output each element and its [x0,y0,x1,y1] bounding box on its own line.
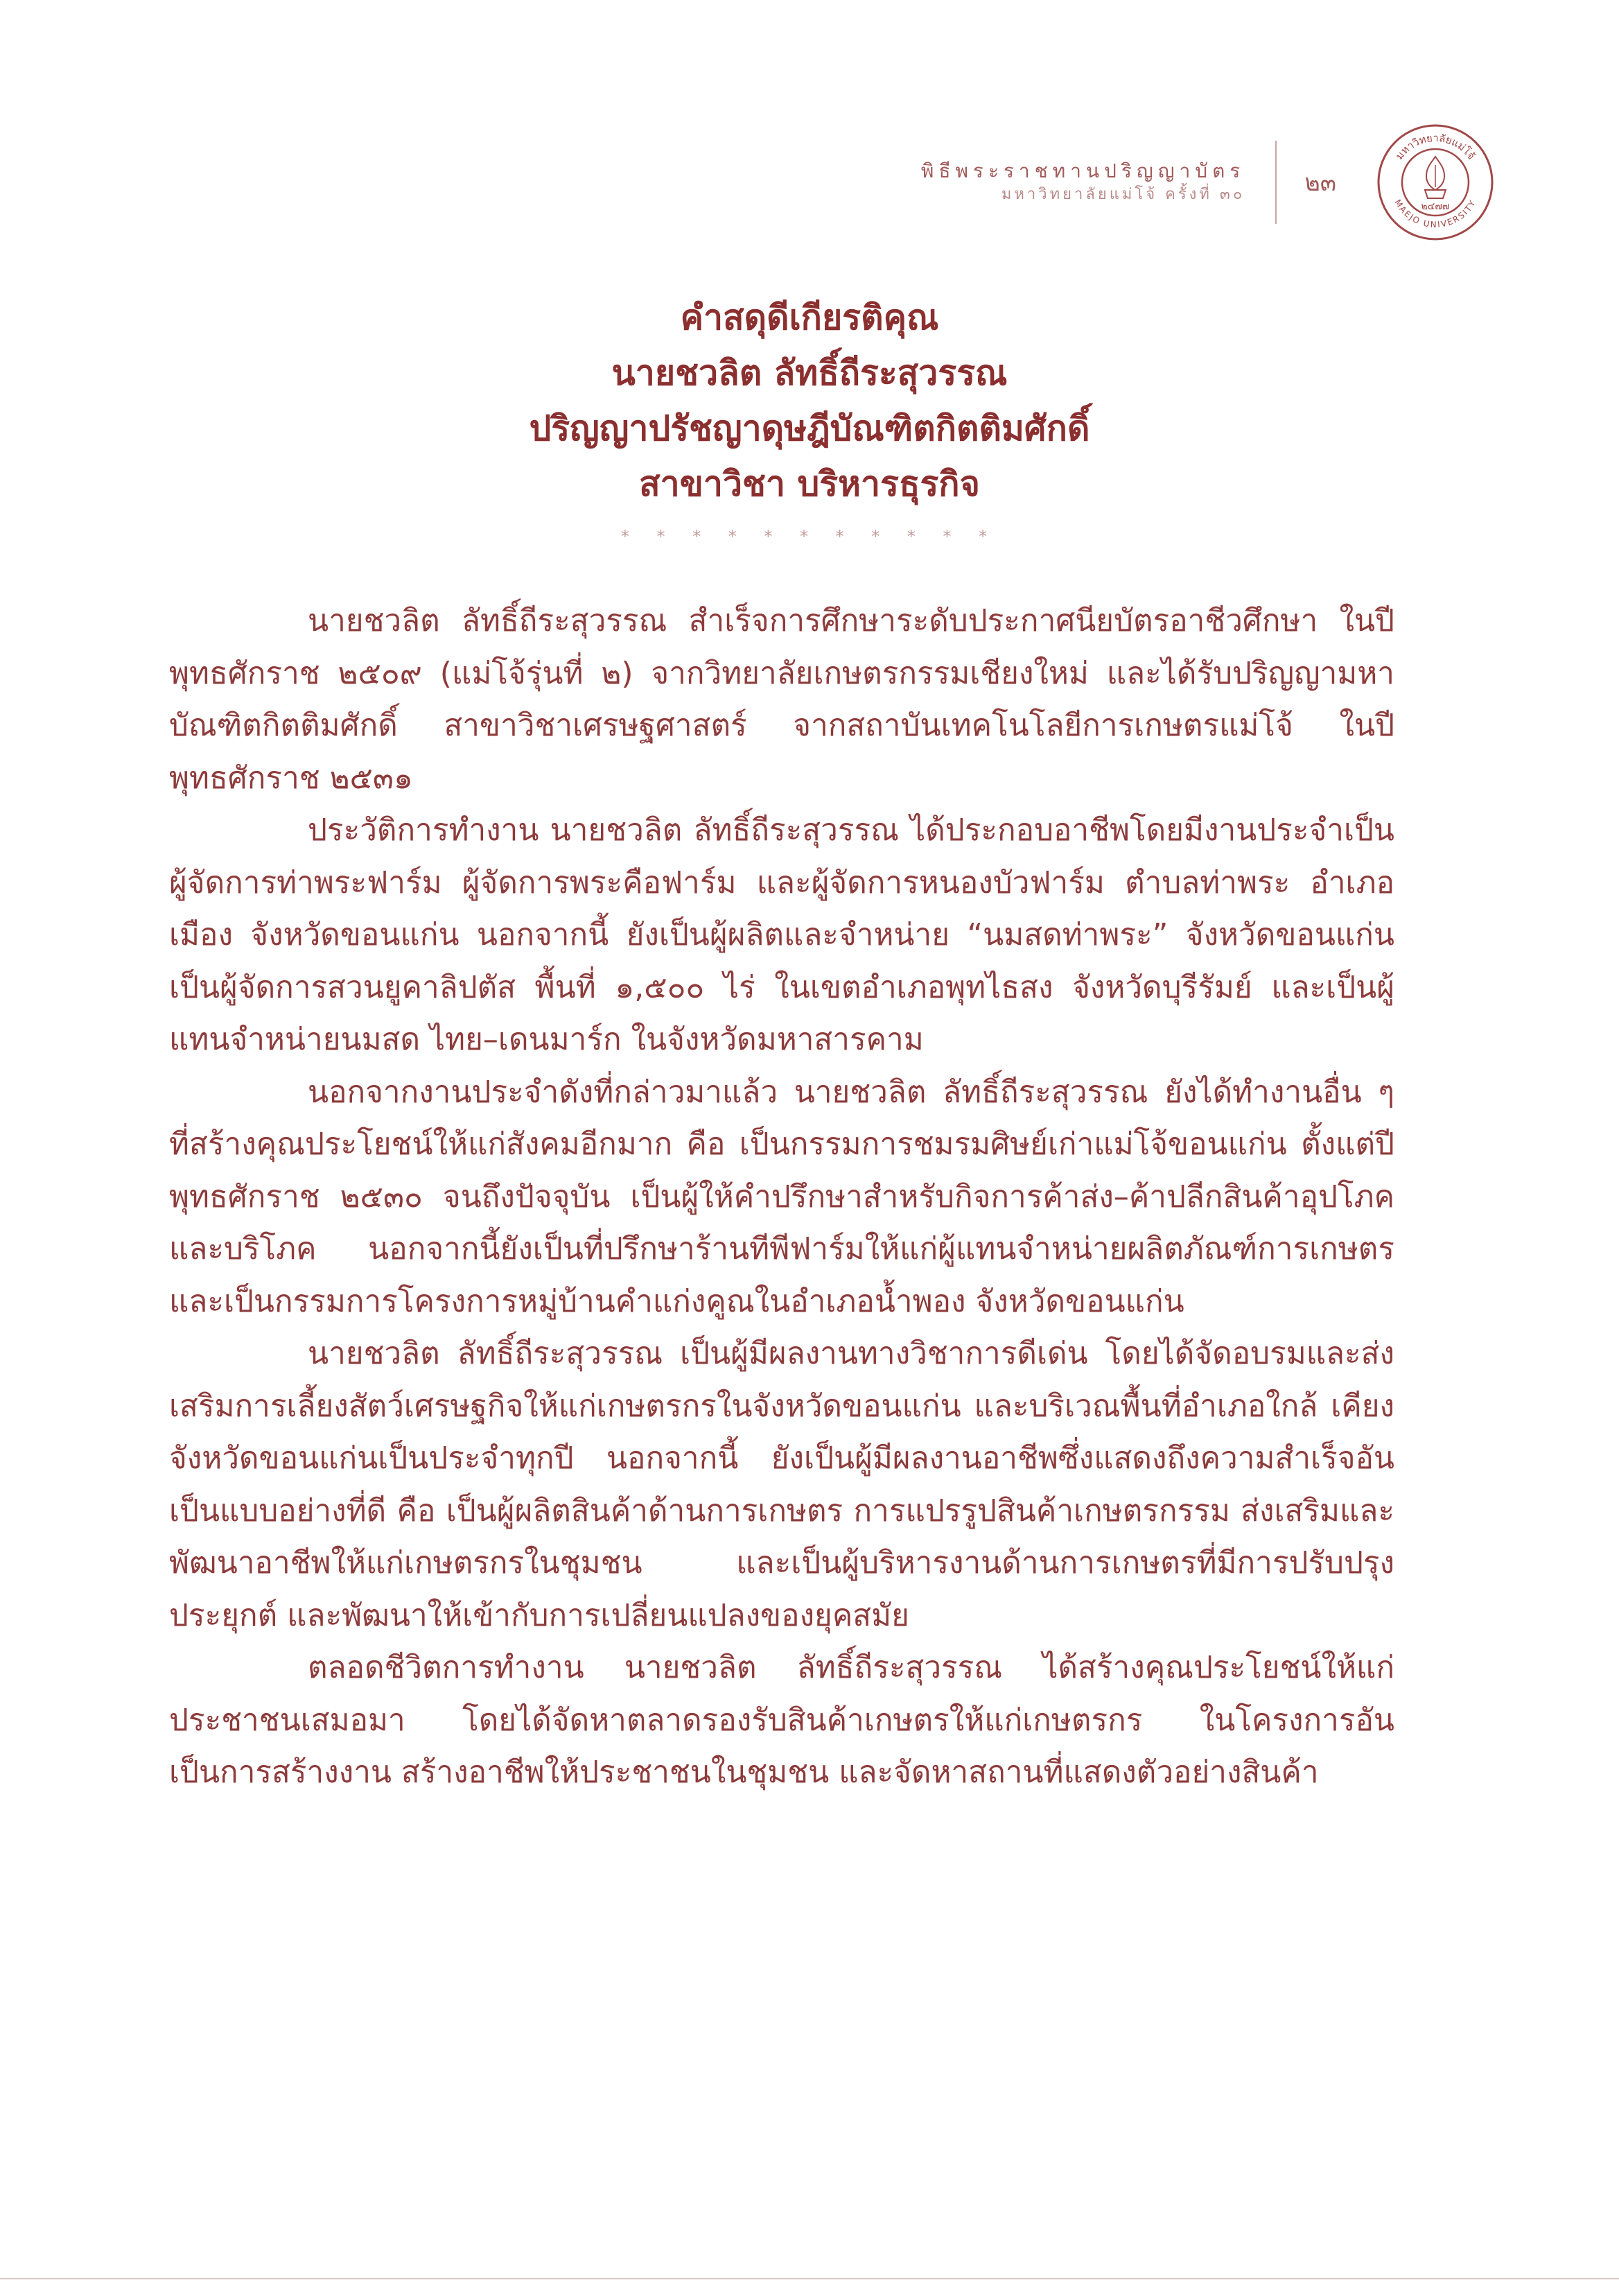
ceremony-subtitle: มหาวิทยาลัยแม่โจ้ ครั้งที่ ๓๐ [1001,186,1245,203]
university-seal-icon [1376,123,1494,241]
paragraph-community-work: นอกจากงานประจำดังที่กล่าวมาแล้ว นายชวลิต ลัทธิ์ถีระสุวรรณ ยังได้ทำงานอื่น ๆ ที่สร้างคุณประโยชน์ให้แก่สังคมอีกมาก คือ เป็นกรรมการชมรมศิษย์เก่าแม่โจ้ขอนแก่น ตั้งแต่ปีพุทธศักราช ๒๕๓๐ จนถึงปัจจุบัน เป็นผู้ให้คำปรึกษาสำหรับกิจการค้าส่ง–ค้าปลีกสินค้าอุปโภคและบริโภค นอกจากนี้ยังเป็นที่ปรึกษาร้านทีพีฟาร์มให้แก่ผู้แทนจำหน่ายผลิตภัณฑ์การเกษตร และเป็นกรรมการโครงการหมู่บ้านคำแก่งคูณในอำเภอน้ำพอง จังหวัดขอนแก่น [169,1074,1394,1319]
title-citation: คำสดุดีเกียรติคุณ [680,297,939,338]
seal-inner-text: ๒๔๗๗ [1421,201,1450,212]
title-block [0,290,1619,546]
paragraph-education: นายชวลิต ลัทธิ์ถีระสุวรรณ สำเร็จการศึกษาระดับประกาศนียบัตรอาชีวศึกษา ในปีพุทธศักราช ๒๕๐๙ (แม่โจ้รุ่นที่ ๒) จากวิทยาลัยเกษตรกรรมเชียงใหม่ และได้รับปริญญามหาบัณฑิตกิตติมศักดิ์ สาขาวิชาเศรษฐศาสตร์ จากสถาบันเทคโนโลยีการเกษตรแม่โจ้ ในปีพุทธศักราช ๒๕๓๑ [169,603,1394,796]
body-text [169,595,1394,1799]
seal-top-text: มหาวิทยาลัยแม่โจ้ [1392,131,1478,162]
paragraph-contributions: ตลอดชีวิตการทำงาน นายชวลิต ลัทธิ์ถีระสุวรรณ ได้สร้างคุณประโยชน์ให้แก่ประชาชนเสมอมา โดยได้จัดหาตลาดรองรับสินค้าเกษตรให้แก่เกษตรกร ในโครงการอันเป็นการสร้างงาน สร้างอาชีพให้ประชาชนในชุมชน และจัดหาสถานที่แสดงตัวอย่างสินค้า [169,1650,1394,1790]
star-divider: * * * * * * * * * * * [620,527,999,546]
page-number: ๒๓ [1304,169,1336,197]
ceremony-title: พิธีพระราชทานปริญญาบัตร [920,159,1245,182]
page-bottom-rule [0,2278,1619,2279]
title-field: สาขาวิชา บริหารธุรกิจ [639,464,980,504]
page-header [921,123,1494,241]
seal-bottom-text: MAEJO UNIVERSITY [1392,198,1478,230]
header-text-block [921,141,1277,224]
title-honoree-name: นายชวลิต ลัทธิ์ถีระสุวรรณ [611,353,1008,393]
title-degree: ปริญญาปรัชญาดุษฎีบัณฑิตกิตติมศักดิ์ [529,408,1090,449]
paragraph-work-history: ประวัติการทำงาน นายชวลิต ลัทธิ์ถีระสุวรรณ ได้ประกอบอาชีพโดยมีงานประจำเป็นผู้จัดการท่าพระฟาร์ม ผู้จัดการพระคือฟาร์ม และผู้จัดการหนองบัวฟาร์ม ตำบลท่าพระ อำเภอเมือง จังหวัดขอนแก่น นอกจากนี้ ยังเป็นผู้ผลิตและจำหน่าย “นมสดท่าพระ” จังหวัดขอนแก่น เป็นผู้จัดการสวนยูคาลิปตัส พื้นที่ ๑,๕๐๐ ไร่ ในเขตอำเภอพุทไธสง จังหวัดบุรีรัมย์ และเป็นผู้แทนจำหน่ายนมสด ไทย–เดนมาร์ก ในจังหวัดมหาสารคาม [169,812,1394,1057]
paragraph-achievements: นายชวลิต ลัทธิ์ถีระสุวรรณ เป็นผู้มีผลงานทางวิชาการดีเด่น โดยได้จัดอบรมและส่งเสริมการเลี้ยงสัตว์เศรษฐกิจให้แก่เกษตรกรในจังหวัดขอนแก่น และบริเวณพื้นที่อำเภอใกล้ เคียงจังหวัดขอนแก่นเป็นประจำทุกปี นอกจากนี้ ยังเป็นผู้มีผลงานอาชีพซึ่งแสดงถึงความสำเร็จอันเป็นแบบอย่างที่ดี คือ เป็นผู้ผลิตสินค้าด้านการเกษตร การแปรรูปสินค้าเกษตรกรรม ส่งเสริมและพัฒนาอาชีพให้แก่เกษตรกรในชุมชน และเป็นผู้บริหารงานด้านการเกษตรที่มีการปรับปรุง ประยุกต์ และพัฒนาให้เข้ากับการเปลี่ยนแปลงของยุคสมัย [169,1336,1394,1633]
